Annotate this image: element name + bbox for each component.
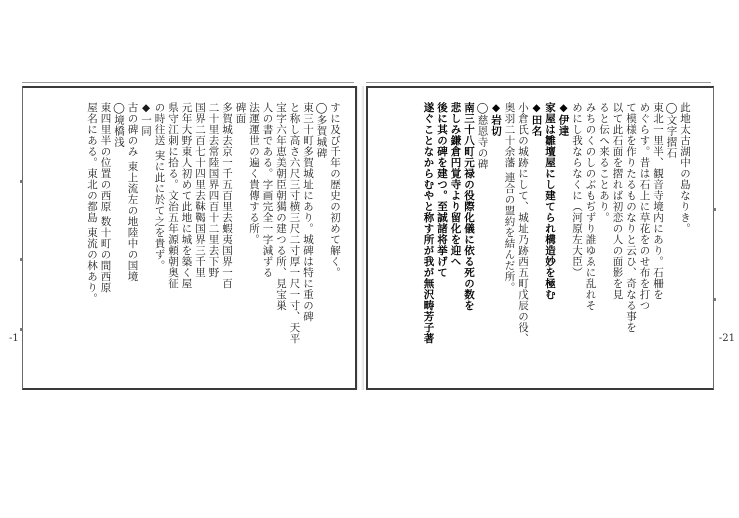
edge-mark — [20, 180, 23, 183]
text-column: の時往送 実に此に於て之を貴ず。 — [153, 102, 166, 271]
text-column: ◆岩切 — [490, 102, 502, 137]
edge-mark — [713, 298, 716, 301]
text-column: ◯多賀城碑 — [315, 102, 328, 159]
text-column: 人の書である。字画完全一字減ずる — [261, 102, 274, 278]
edge-mark — [713, 208, 716, 211]
text-column: ◆田名 — [530, 102, 543, 137]
right-page — [366, 86, 735, 390]
text-column: 二十里去常陸国界四百十二里去下野 — [207, 102, 220, 278]
text-column: 宝字六年恵美朝臣朝獦の建つる所、見宝巣 — [275, 102, 287, 311]
top-rule-left — [22, 82, 354, 83]
edge-mark — [20, 328, 23, 331]
text-column: ◆伊達 — [557, 102, 570, 137]
text-column: 奥羽二十余藩 連合の盟約を結んだ所。 — [503, 102, 516, 293]
text-column: 多賀城去京一千五百里去蝦夷国界一百 — [221, 102, 233, 289]
text-column: 遂ぐことなからむやと称す所が我が無沢畴芳子著 — [422, 102, 435, 344]
text-column: 県守江刺に拾る。文治五年源頼朝奥征 — [167, 102, 179, 289]
text-column: ◆一同 — [140, 102, 152, 137]
text-column: めぐらす。昔は石上に草花をのせ布を打つ — [638, 102, 651, 311]
edge-mark — [20, 258, 23, 261]
text-column: 東三十町多賀城址にあり。城碑は特に重の碑 — [302, 102, 314, 322]
text-column: 小倉氏の城跡にして、城址乃跡西五町戊辰の役、 — [517, 102, 529, 344]
text-column: 東北一里半、観音寺境内にあり。石柵を — [652, 102, 664, 300]
text-column: めにし我ならなくに（河原左大臣） — [571, 102, 583, 278]
text-column: ◯境橋浅 — [113, 102, 125, 148]
text-column: すに及び千年の歴史の初めて解く。 — [329, 102, 341, 278]
text-column: ると伝へ来ることあり。 — [598, 102, 610, 223]
right-page-text — [382, 102, 691, 382]
text-column: 元年大野東人初めて此地に城を築く屋 — [180, 102, 193, 289]
text-column: 此地太古湖中の島なりき。 — [679, 102, 691, 234]
text-column: と称し高さ六尺三寸横三尺二寸厚一尺一寸、天平 — [288, 102, 301, 344]
text-column: 国界二百七十四里去靺鞨国界三千里 — [194, 102, 206, 278]
left-page-number: -1 — [9, 333, 19, 344]
text-column: 以て此石面を摺れば初恋の人の面影を見 — [611, 102, 624, 300]
text-column: 後に其の碑を建つ。至誠諸将挙げて — [436, 102, 448, 278]
text-column: て模様を作りたるものなりと云ひ、奇なる事を — [625, 102, 637, 333]
text-column: 法運運世の遍く貴傳する所。 — [248, 102, 260, 245]
left-page-text — [51, 102, 341, 382]
text-column: 東四里半の位置の西原 数十町の間西原 — [99, 102, 112, 293]
right-page-number: -21 — [718, 333, 735, 344]
text-column: ◯慈恩寺の碑 — [476, 102, 489, 170]
text-column: 悲しみ鎌倉円覚寺より留化を迎へ — [449, 102, 462, 267]
book-gutter — [356, 86, 364, 390]
text-column: 古の碑のみ 東上流左の地陸中の国境 — [126, 102, 139, 282]
text-column: ◯文字摺石 — [665, 102, 678, 159]
text-column: 南三十八町元禄の役際化儀に依る死の数を — [463, 102, 475, 311]
text-column: 家屋は雛壇屋にし建てられ構造妙を極む — [544, 102, 556, 300]
top-rule-right — [366, 82, 711, 83]
text-column: みちのくのしのぶもぢずり誰ゆゑに乱れそ — [584, 102, 597, 311]
text-column: 屋名にある。東北の都島 東流の林あり。 — [86, 102, 98, 304]
left-page — [9, 86, 357, 390]
text-column: 碑面 — [234, 102, 247, 124]
